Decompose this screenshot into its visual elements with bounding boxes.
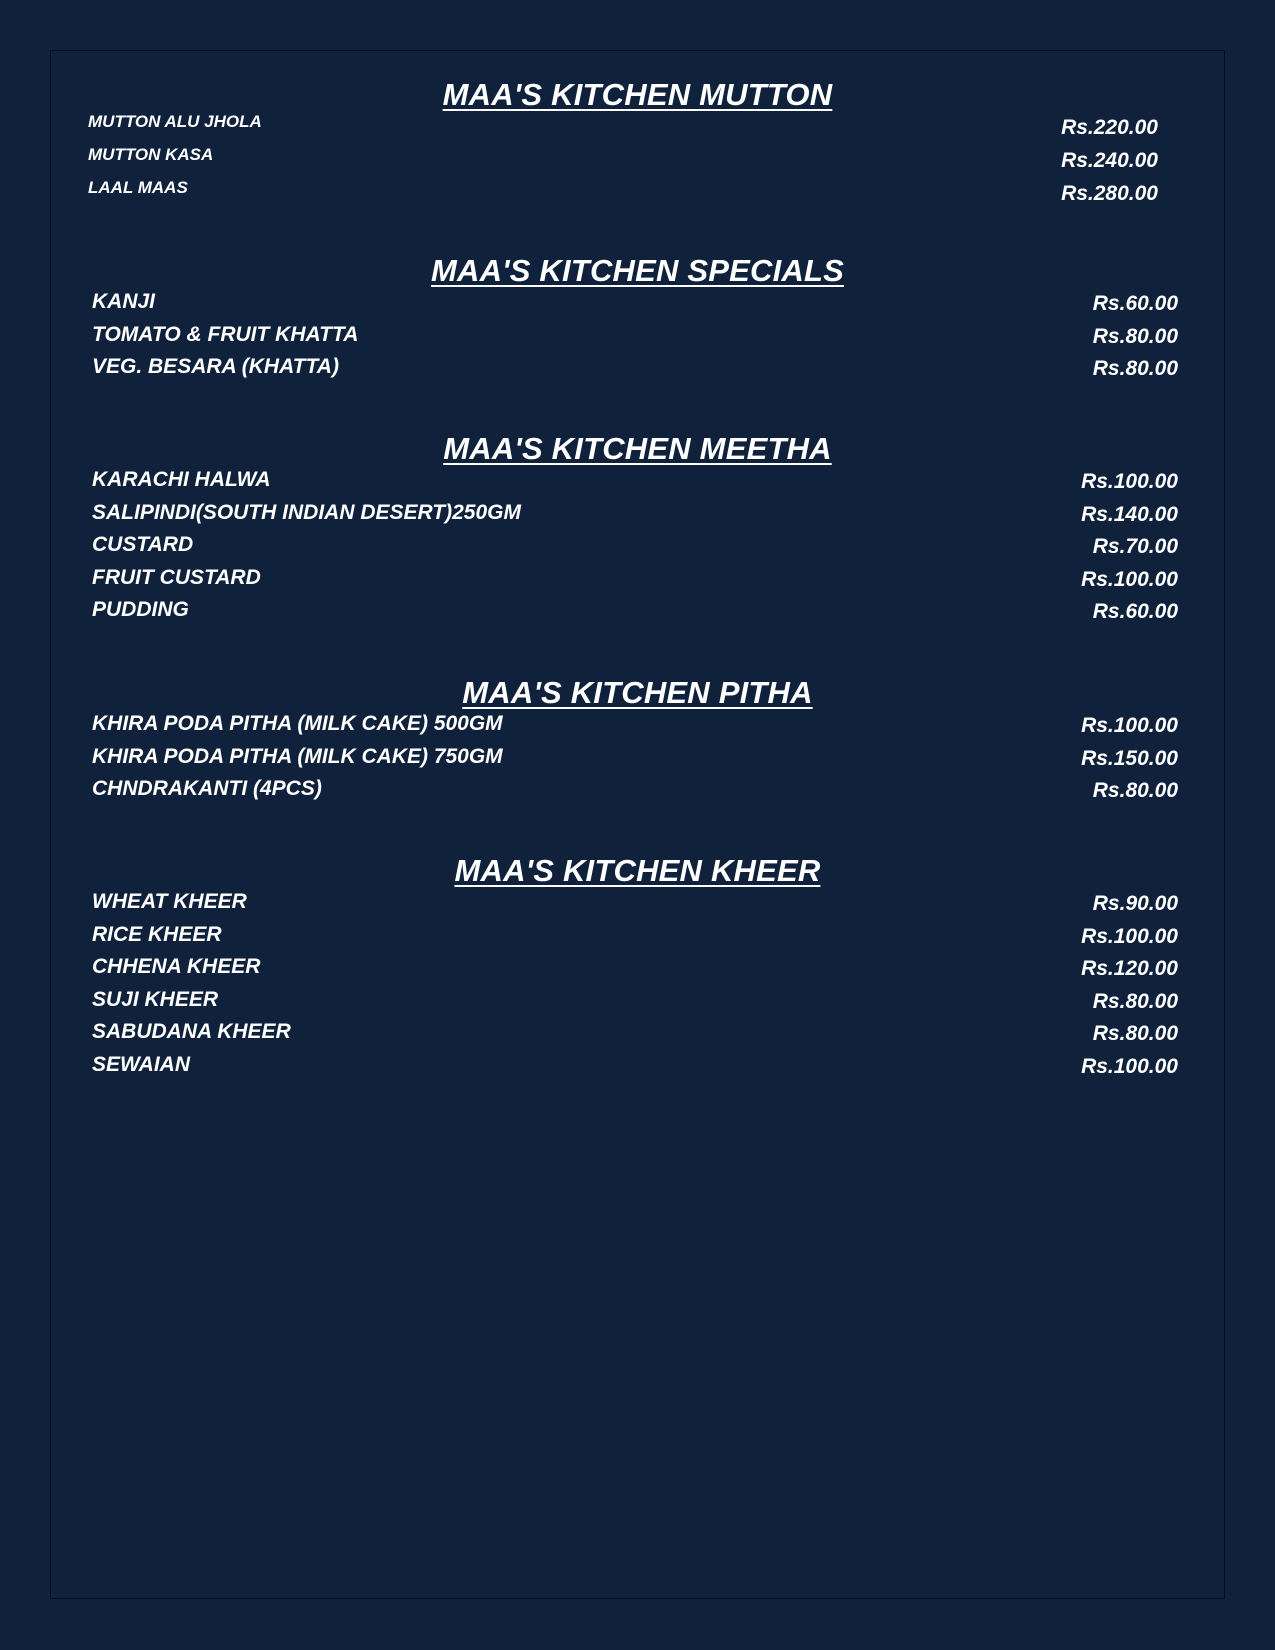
menu-item — [51, 924, 1224, 957]
item-price: Rs.80.00 — [1092, 324, 1178, 348]
item-name: SUJI KHEER — [92, 987, 219, 1011]
item-name: VEG. BESARA (KHATTA) — [92, 355, 339, 378]
item-name: KHIRA PODA PITHA (MILK CAKE) 500GM — [92, 712, 503, 735]
item-name: PUDDING — [92, 598, 189, 621]
menu-item — [51, 112, 1224, 148]
item-price: Rs.100.00 — [1081, 567, 1178, 591]
section-title: MAA'S KITCHEN SPECIALS — [430, 253, 845, 288]
item-price: Rs.80.00 — [1092, 989, 1178, 1013]
menu-item — [51, 746, 1224, 779]
menu-section-meetha — [51, 429, 1224, 632]
item-price: Rs.280.00 — [1061, 182, 1158, 205]
menu-section-mutton — [51, 75, 1224, 214]
section-title: MAA'S KITCHEN MEETHA — [443, 431, 832, 466]
item-name: SABUDANA KHEER — [92, 1020, 291, 1043]
item-name: SALIPINDI(SOUTH INDIAN DESERT)250GM — [92, 500, 521, 524]
item-price: Rs.100.00 — [1081, 714, 1178, 737]
section-title: MAA'S KITCHEN PITHA — [462, 675, 813, 710]
item-name: LAAL MAAS — [88, 178, 188, 197]
section-title: MAA'S KITCHEN MUTTON — [442, 77, 833, 112]
item-price: Rs.90.00 — [1092, 892, 1178, 915]
item-price: Rs.100.00 — [1081, 1054, 1178, 1078]
item-name: CUSTARD — [92, 533, 194, 556]
item-name: KANJI — [92, 290, 156, 313]
item-name: TOMATO & FRUIT KHATTA — [92, 322, 359, 346]
menu-section-kheer — [51, 851, 1224, 1086]
item-price: Rs.240.00 — [1061, 149, 1158, 172]
item-name: CHHENA KHEER — [92, 955, 261, 978]
menu-section-pitha — [51, 673, 1224, 811]
menu-item — [51, 956, 1224, 989]
item-price: Rs.70.00 — [1092, 535, 1178, 558]
item-price: Rs.80.00 — [1092, 357, 1178, 380]
item-price: Rs.100.00 — [1081, 470, 1178, 493]
item-price: Rs.120.00 — [1081, 957, 1178, 980]
item-name: KHIRA PODA PITHA (MILK CAKE) 750GM — [92, 744, 503, 768]
menu-page — [50, 50, 1225, 1599]
item-price: Rs.80.00 — [1092, 1022, 1178, 1045]
menu-item — [51, 778, 1224, 811]
menu-item — [51, 989, 1224, 1022]
menu-item — [51, 713, 1224, 746]
item-name: WHEAT KHEER — [92, 890, 247, 913]
item-price: Rs.100.00 — [1081, 924, 1178, 948]
item-price: Rs.60.00 — [1092, 292, 1178, 315]
section-title: MAA'S KITCHEN KHEER — [454, 853, 821, 888]
menu-item — [51, 356, 1224, 389]
item-name: SEWAIAN — [92, 1052, 191, 1076]
menu-item — [51, 1021, 1224, 1054]
item-name: MUTTON KASA — [88, 145, 214, 164]
menu-section-specials — [51, 251, 1224, 389]
menu-item — [51, 891, 1224, 924]
item-name: FRUIT CUSTARD — [92, 565, 261, 589]
menu-item — [51, 534, 1224, 567]
menu-item — [51, 469, 1224, 502]
item-price: Rs.150.00 — [1081, 746, 1178, 770]
menu-item — [51, 599, 1224, 632]
menu-item — [51, 1054, 1224, 1087]
menu-item — [51, 567, 1224, 600]
menu-item — [51, 324, 1224, 357]
item-name: KARACHI HALWA — [92, 468, 271, 491]
item-price: Rs.140.00 — [1081, 502, 1178, 526]
item-price: Rs.220.00 — [1061, 116, 1158, 139]
menu-item — [51, 145, 1224, 181]
item-name: CHNDRAKANTI (4PCS) — [92, 777, 322, 800]
item-price: Rs.60.00 — [1092, 600, 1178, 623]
menu-item — [51, 178, 1224, 214]
menu-item — [51, 502, 1224, 535]
item-name: RICE KHEER — [92, 922, 222, 946]
menu-item — [51, 291, 1224, 324]
item-name: MUTTON ALU JHOLA — [88, 112, 262, 131]
item-price: Rs.80.00 — [1092, 779, 1178, 802]
